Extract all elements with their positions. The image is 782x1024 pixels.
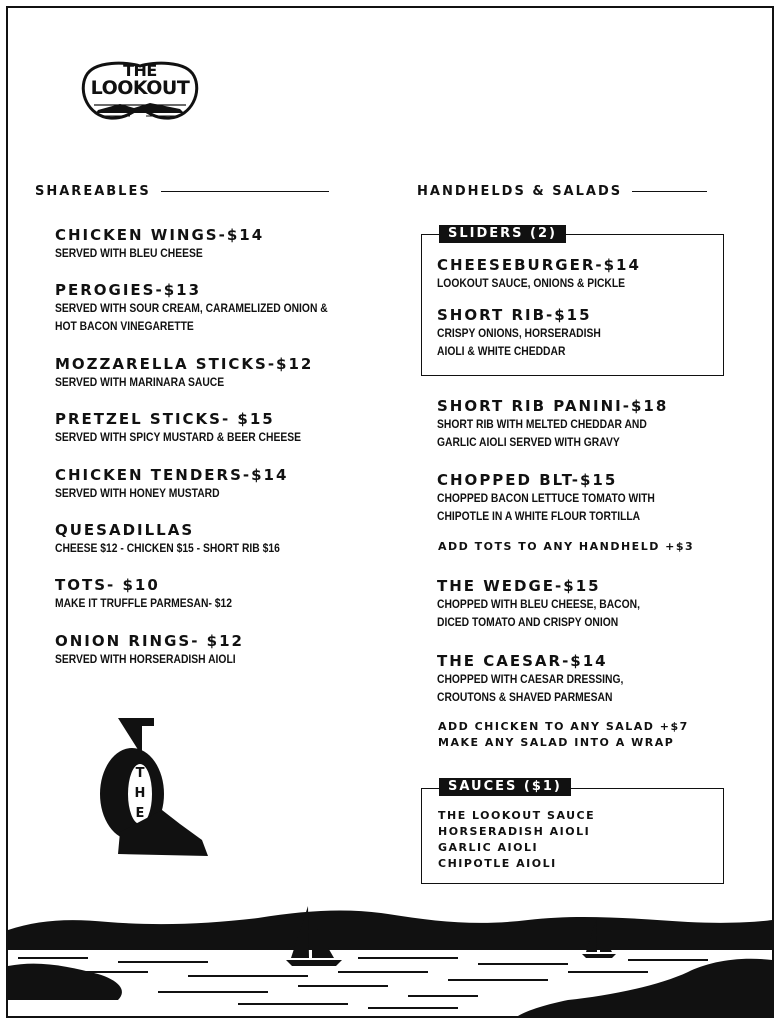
item-description: DICED TOMATO AND CRISPY ONION: [437, 615, 619, 629]
menu-item-mozzarella-sticks: [55, 355, 313, 391]
menu-item-chicken-wings: [55, 226, 264, 262]
item-description: LOOKOUT SAUCE, ONIONS & PICKLE: [437, 276, 626, 290]
menu-item-tots: [55, 576, 261, 612]
lake-scene-illustration: [8, 900, 772, 1016]
item-description: CHEESE $12 - CHICKEN $15 - SHORT RIB $16: [55, 541, 280, 555]
item-description: CHOPPED BACON LETTUCE TOMATO WITH: [437, 491, 655, 505]
menu-item-the-caesar: [437, 652, 654, 706]
sauces-tag: SAUCES ($1): [439, 778, 571, 796]
tots-addon-note: ADD TOTS TO ANY HANDHELD +$3: [438, 540, 695, 553]
menu-item-short-rib-slider: [437, 306, 627, 360]
sauce-item: THE LOOKOUT SAUCE: [438, 809, 596, 822]
item-description: CHOPPED WITH BLEU CHEESE, BACON,: [437, 597, 640, 611]
heading-rule: [161, 191, 329, 193]
item-description: SERVED WITH SOUR CREAM, CARAMELIZED ONION &: [55, 301, 328, 315]
item-description: SERVED WITH BLEU CHEESE: [55, 246, 203, 260]
handhelds-heading-text: HANDHELDS & SALADS: [417, 184, 623, 199]
handhelds-heading: [417, 184, 727, 199]
sauce-item: GARLIC AIOLI: [438, 841, 539, 854]
item-description: CRISPY ONIONS, HORSERADISH: [437, 326, 601, 340]
menu-item-chopped-blt: [437, 471, 690, 525]
item-title: THE WEDGE-$15: [437, 577, 601, 595]
menu-item-pretzel-sticks: [55, 410, 341, 446]
logo-line-lookout: LOOKOUT: [90, 77, 190, 99]
sauce-item: CHIPOTLE AIOLI: [438, 857, 557, 870]
menu-item-chicken-tenders: [55, 466, 288, 502]
monogram-letter: T: [135, 766, 145, 781]
item-description: SERVED WITH MARINARA SAUCE: [55, 375, 225, 389]
item-title: TOTS- $10: [55, 576, 160, 594]
item-title: SHORT RIB PANINI-$18: [437, 397, 669, 415]
logo-line-the: THE: [123, 61, 157, 80]
menu-item-the-wedge: [437, 577, 673, 631]
item-title: ONION RINGS- $12: [55, 632, 244, 650]
menu-item-perogies: [55, 281, 372, 335]
item-description: CROUTONS & SHAVED PARMESAN: [437, 690, 613, 704]
item-title: CHICKEN WINGS-$14: [55, 226, 265, 244]
lake-landscape-icon: [8, 900, 772, 1016]
sauce-item: HORSERADISH AIOLI: [438, 825, 591, 838]
item-description: AIOLI & WHITE CHEDDAR: [437, 344, 566, 358]
shareables-heading-text: SHAREABLES: [35, 184, 151, 199]
shareables-heading: [35, 184, 345, 199]
item-description: CHOPPED WITH CAESAR DRESSING,: [437, 672, 624, 686]
menu-item-quesadillas: [55, 521, 316, 557]
item-title: CHICKEN TENDERS-$14: [55, 466, 289, 484]
item-title: QUESADILLAS: [55, 521, 195, 539]
sauces-list: [438, 808, 595, 872]
menu-item-onion-rings: [55, 632, 265, 668]
heading-rule: [632, 191, 707, 193]
monogram-letter: H: [134, 786, 146, 801]
item-title: THE CAESAR-$14: [437, 652, 608, 670]
l-monogram-icon: [90, 712, 210, 862]
item-title: CHOPPED BLT-$15: [437, 471, 618, 489]
salad-chicken-note: ADD CHICKEN TO ANY SALAD +$7: [438, 720, 689, 733]
lookout-logo: [80, 58, 200, 128]
item-description: CHIPOTLE IN A WHITE FLOUR TORTILLA: [437, 509, 641, 523]
item-title: CHEESEBURGER-$14: [437, 256, 641, 274]
item-title: SHORT RIB-$15: [437, 306, 592, 324]
salad-wrap-note: MAKE ANY SALAD INTO A WRAP: [438, 736, 675, 749]
monogram-emblem: [90, 712, 210, 862]
item-description: SERVED WITH SPICY MUSTARD & BEER CHEESE: [55, 430, 302, 444]
item-description: SHORT RIB WITH MELTED CHEDDAR AND: [437, 417, 647, 431]
item-description: SERVED WITH HONEY MUSTARD: [55, 486, 220, 500]
sliders-tag: SLIDERS (2): [439, 225, 566, 243]
monogram-letter: E: [135, 806, 145, 821]
menu-item-cheeseburger-slider: [437, 256, 656, 292]
item-title: MOZZARELLA STICKS-$12: [55, 355, 314, 373]
menu-item-short-rib-panini: [437, 397, 681, 451]
item-description: HOT BACON VINEGARETTE: [55, 319, 194, 333]
item-title: PRETZEL STICKS- $15: [55, 410, 275, 428]
item-description: SERVED WITH HORSERADISH AIOLI: [55, 652, 236, 666]
item-description: MAKE IT TRUFFLE PARMESAN- $12: [55, 596, 232, 610]
item-description: GARLIC AIOLI SERVED WITH GRAVY: [437, 435, 620, 449]
item-title: PEROGIES-$13: [55, 281, 202, 299]
